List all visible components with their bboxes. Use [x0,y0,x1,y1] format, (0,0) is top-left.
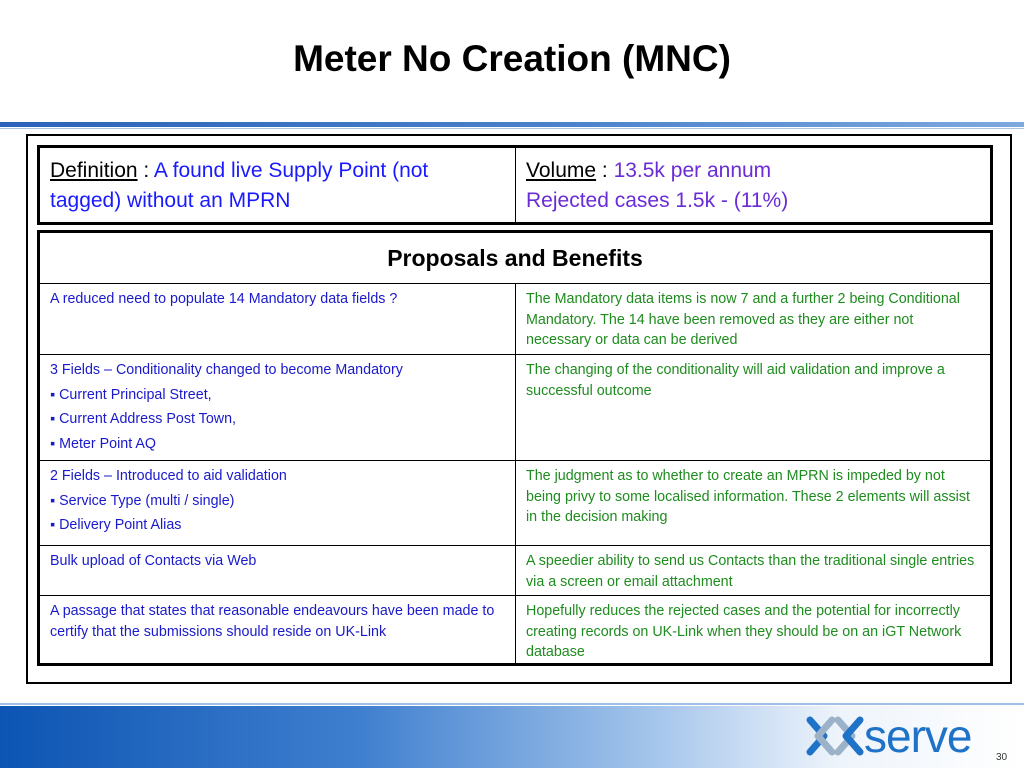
proposal-text: 3 Fields – Conditionality changed to become Mandatory [50,362,403,378]
definition-cell [40,148,515,222]
footer-divider [0,703,1024,705]
definition-text: A found live Supply Point (not tagged) without an MPRN [50,159,429,212]
xo-chevron-icon [806,714,864,758]
table-row [40,546,990,596]
proposal-text: A reduced need to populate 14 Mandatory data fields ? [50,291,398,307]
proposal-cell [40,596,515,666]
title-underline [0,122,1024,127]
rejected-cases: Rejected cases 1.5k - (11%) [526,189,789,212]
title-underline-thin [0,128,1024,129]
volume-value: 13.5k per annum [613,159,772,182]
list-item: ▪ Current Address Post Town, [50,409,505,430]
proposal-text: Bulk upload of Contacts via Web [50,553,257,569]
list-item: ▪ Current Principal Street, [50,385,505,406]
proposal-cell [40,546,515,595]
proposal-cell [40,284,515,354]
list-item: ▪ Meter Point AQ [50,434,505,455]
table-row [40,461,990,546]
benefit-cell: Hopefully reduces the rejected cases and the potential for incorrectly creating records on UK-Link when they should be on an iGT Network database [515,596,990,666]
volume-cell [515,148,990,222]
list-item: ▪ Service Type (multi / single) [50,491,505,512]
proposal-cell [40,355,515,460]
list-item: ▪ Delivery Point Alias [50,515,505,536]
proposal-bullet-list [50,491,505,536]
definition-table [37,145,993,225]
proposal-bullet-list [50,385,505,455]
definition-separator: : [137,159,154,182]
benefit-cell: The changing of the conditionality will aid validation and improve a successful outcome [515,355,990,460]
benefit-cell: A speedier ability to send us Contacts than the traditional single entries via a screen or email attachment [515,546,990,595]
definition-label: Definition [50,159,138,182]
table-row [40,284,990,355]
table-row [40,596,990,666]
benefit-cell: The judgment as to whether to create an MPRN is impeded by not being privy to some localised information. These 2 elements will assist in the decision making [515,461,990,545]
volume-separator: : [596,159,614,182]
table-row [40,355,990,461]
benefit-cell: The Mandatory data items is now 7 and a further 2 being Conditional Mandatory. The 14 have been removed as they are either not necessary or data can be derived [515,284,990,354]
proposal-text: A passage that states that reasonable endeavours have been made to certify that the submissions should reside on UK-Link [50,603,495,640]
proposals-table [37,230,993,666]
proposals-header: Proposals and Benefits [40,233,990,284]
slide-title: Meter No Creation (MNC) [293,38,731,79]
proposal-text: 2 Fields – Introduced to aid validation [50,468,287,484]
proposal-cell [40,461,515,545]
logo-wordmark: serve [864,710,972,762]
volume-label: Volume [526,159,597,182]
xoserve-logo [806,710,972,762]
page-number: 30 [996,752,1008,763]
